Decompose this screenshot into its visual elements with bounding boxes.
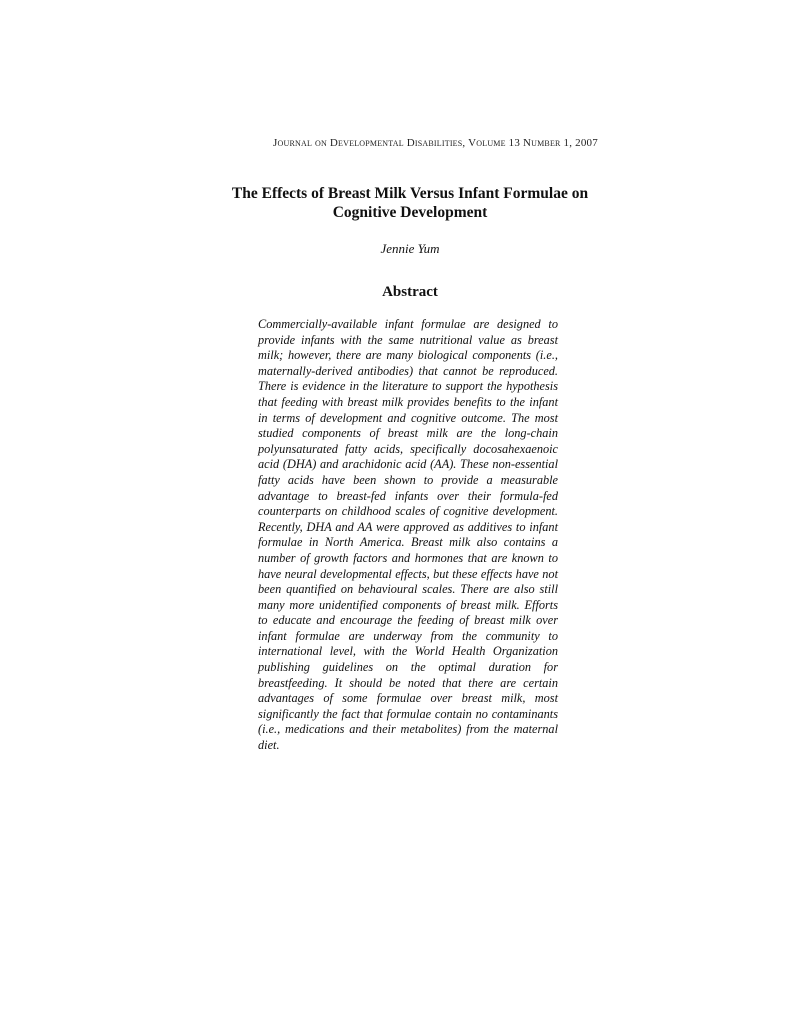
article-title: The Effects of Breast Milk Versus Infant Formulae on Cognitive Development: [231, 185, 589, 221]
running-header: [0, 137, 791, 149]
abstract-text: Commercially-available infant formulae are designed to provide infants with the same nutritional value as breast milk; however, there are many biological components (i.e., maternally-derived antibodies) that cannot be reproduced. There is evidence in the literature to support the hypothesis that feeding with breast milk provides benefits to the infant in terms of development and cognitive outcome. The most studied components of breast milk are the long-chain polyunsaturated fatty acids, specifically docosahexaenoic acid (DHA) and arachidonic acid (AA). These non-essential fatty acids have been shown to provide a measurable advantage to breast-fed infants over their formula-fed counterparts on childhood scales of cognitive development. Recently, DHA and AA were approved as additives to infant formulae in North America. Breast milk also contains a number of growth factors and hormones that are known to have neural developmental effects, but these effects have not been quantified on behavioural scales. There are also still many more unidentified components of breast milk. Efforts to educate and encourage the feeding of breast milk over infant formulae are underway from the community to international level, with the World Health Organization publishing guidelines on the optimal duration for breastfeeding. It should be noted that there are certain advantages of some formulae over breast milk, most significantly the fact that formulae contain no contaminants (i.e., medications and their metabolites) from the maternal diet.: [258, 317, 558, 753]
article-author: Jennie Yum: [380, 241, 440, 256]
journal-running-head: Journal on Developmental Disabilities, Volume 13 Number 1, 2007: [273, 137, 598, 149]
abstract-heading: Abstract: [382, 284, 438, 300]
